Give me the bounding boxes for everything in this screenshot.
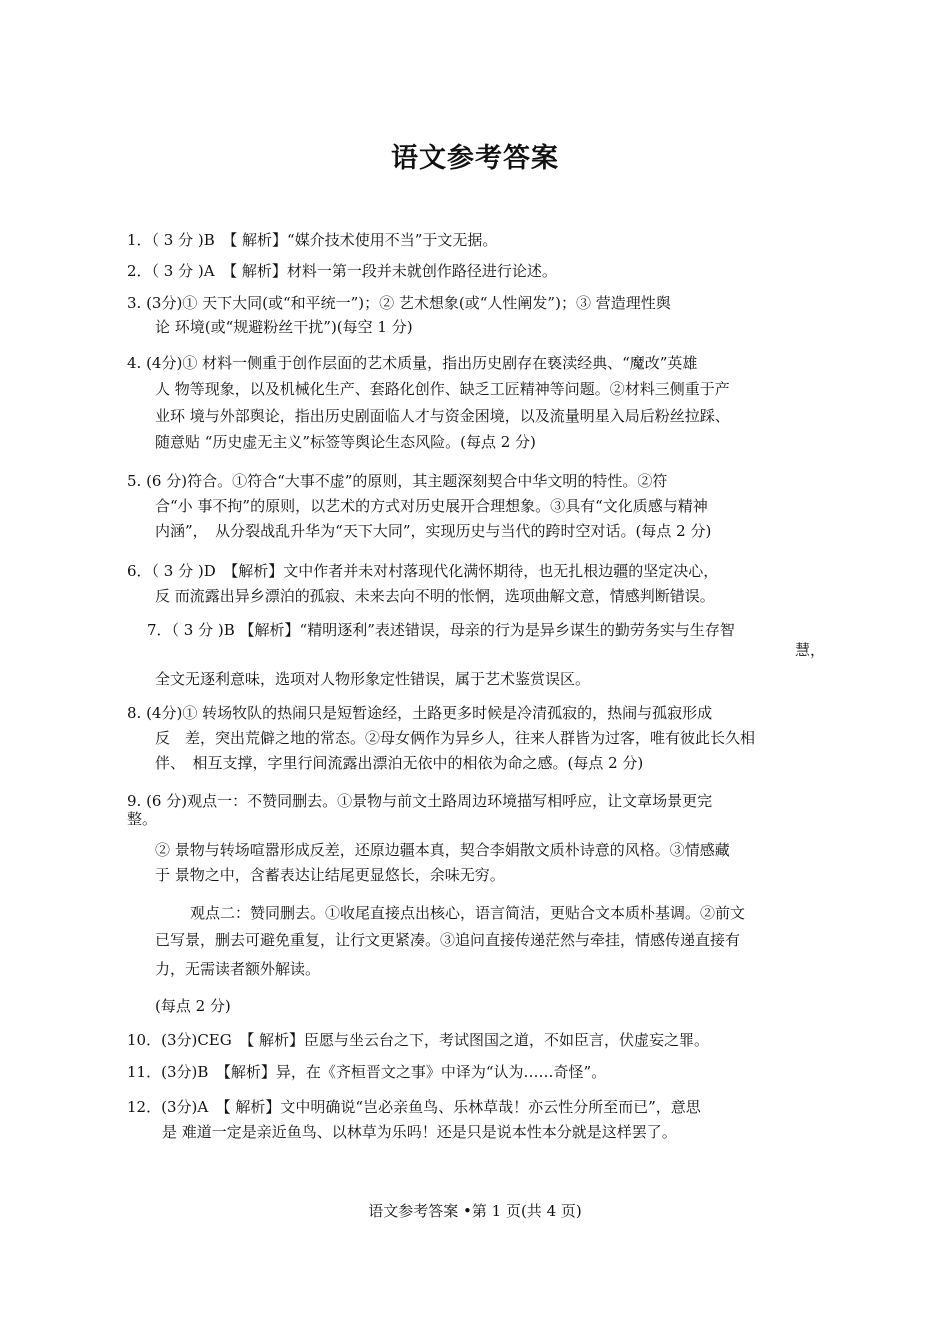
answer-7-line-2: 慧， <box>795 641 826 659</box>
answer-3-line-2: 论 环境(或“规避粉丝干扰”)(每空 1 分) <box>155 318 413 336</box>
answer-8-line-3: 伴、 相互支撑，字里行间流露出漂泊无依中的相依为命之感。(每点 2 分) <box>155 754 644 772</box>
answer-9-line-5: 观点二：赞同删去。①收尾直接点出核心，语言简洁，更贴合文本质朴基调。②前文 <box>190 904 746 922</box>
answer-12-line-2: 是 难道一定是亲近鱼鸟、以林草为乐吗！还是只是说本性本分就是这样罢了。 <box>162 1123 677 1141</box>
answer-5-line-1: 5. (6 分)符合。①符合“大事不虚”的原则，其主题深刻契合中华文明的特性。②符 <box>127 472 668 490</box>
answer-9-line-8: (每点 2 分) <box>155 997 231 1015</box>
answer-9-line-3: ② 景物与转场喧嚣形成反差，还原边疆本真，契合李娟散文质朴诗意的风格。③情感藏 <box>155 841 730 859</box>
answer-4-line-4: 随意贴 “历史虚无主义”标签等舆论生态风险。(每点 2 分) <box>155 433 536 451</box>
answer-9-line-7: 力，无需读者额外解读。 <box>155 960 321 978</box>
answer-4-line-1: 4. (4分)① 材料一侧重于创作层面的艺术质量，指出历史剧存在亵渎经典、“魔改”英雄 <box>127 354 698 372</box>
answer-1: 1．（ 3 分 )B 【 解析】“媒介技术使用不当”于文无据。 <box>127 231 498 249</box>
answer-9-line-1: 9. (6 分)观点一：不赞同删去。①景物与前文土路周边环境描写相呼应，让文章场景更完 <box>127 792 713 810</box>
answer-5-line-3: 内涵”， 从分裂战乱升华为“天下大同”，实现历史与当代的跨时空对话。(每点 2 分) <box>155 522 712 540</box>
answer-9-line-6: 已写景，删去可避免重复，让行文更紧凑。③追问直接传递茫然与牵挂，情感传递直接有 <box>155 931 741 949</box>
answer-2: 2．（ 3 分 )A 【 解析】材料一第一段并未就创作路径进行论述。 <box>127 262 557 280</box>
answer-10: 10．(3分)CEG 【 解析】臣愿与坐云台之下，考试图国之道，不如臣言，伏虚妄之罪。 <box>127 1031 710 1049</box>
answer-8-line-2: 反 差，突出荒僻之地的常态。②母女俩作为异乡人，往来人群皆为过客，唯有彼此长久相 <box>155 729 756 747</box>
answer-6-line-2: 反 而流露出异乡漂泊的孤寂、未来去向不明的怅惘，选项曲解文意，情感判断错误。 <box>155 587 715 605</box>
answer-6-line-1: 6．（ 3 分 )D 【解析】文中作者并未对村落现代化满怀期待，也无扎根边疆的坚定决心， <box>127 562 719 580</box>
answer-7-line-1: 7．（ 3 分 )B 【解析】“精明逐利”表述错误，母亲的行为是异乡谋生的勤劳务实与生存智 <box>147 621 735 639</box>
answer-8-line-1: 8. (4分)① 转场牧队的热闹只是短暂途经，土路更多时候是冷清孤寂的，热闹与孤寂形成 <box>127 704 713 722</box>
answer-9-line-2: 整。 <box>127 810 158 828</box>
answer-11: 11．(3分)B 【解析】异，在《齐桓晋文之事》中译为“认为……奇怪”。 <box>127 1063 607 1081</box>
answer-7-line-3: 全文无逐利意味，选项对人物形象定性错误，属于艺术鉴赏误区。 <box>155 670 591 688</box>
answer-3-line-1: 3. (3分)① 天下大同(或“和平统一”)；② 艺术想象(或“人性阐发”)；③ 营造理性舆 <box>127 294 671 312</box>
page-title: 语文参考答案 <box>391 143 559 174</box>
answer-4-line-3: 业环 境与外部舆论，指出历史剧面临人才与资金困境，以及流量明星入局后粉丝拉踩、 <box>155 407 730 425</box>
page-footer: 语文参考答案 •第 1 页(共 4 页) <box>368 1202 582 1220</box>
answer-12-line-1: 12．(3分)A 【 解析】文中明确说“岂必亲鱼鸟、乐林草哉！亦云性分所至而已”，意思 <box>127 1098 701 1116</box>
answer-5-line-2: 合“小 事不拘”的原则，以艺术的方式对历史展开合理想象。③具有“文化质感与精神 <box>155 497 708 515</box>
answer-9-line-4: 于 景物之中，含蓄表达让结尾更显悠长，余味无穷。 <box>155 866 505 884</box>
answer-4-line-2: 人 物等现象，以及机械化生产、套路化创作、缺乏工匠精神等问题。②材料三侧重于产 <box>155 380 730 398</box>
